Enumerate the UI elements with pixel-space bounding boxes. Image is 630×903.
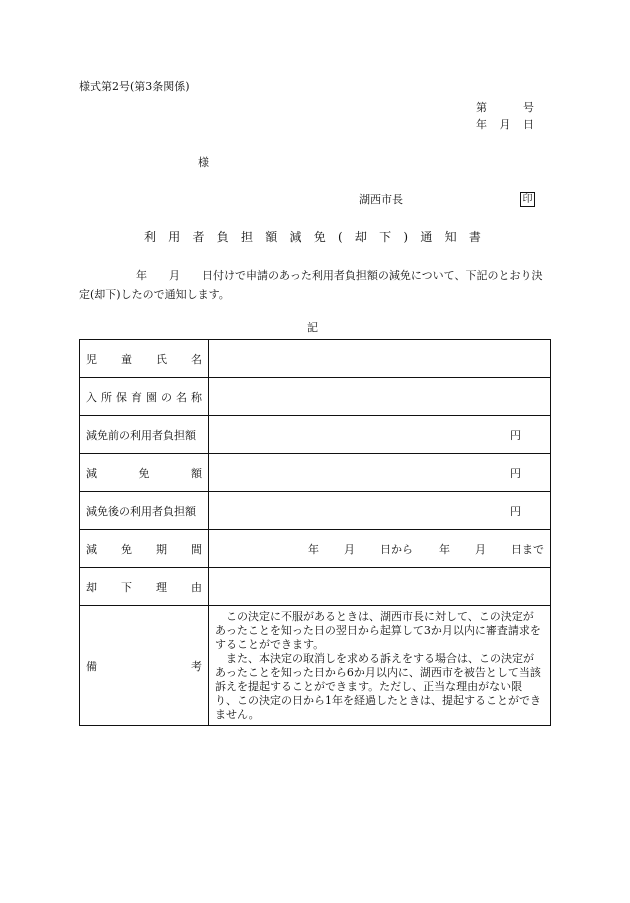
label-char: 備 <box>86 659 97 673</box>
yen-unit: 円 <box>510 428 521 442</box>
table-row-period <box>80 530 551 568</box>
after-amount-field[interactable] <box>209 492 551 530</box>
label-nursery-name <box>80 378 209 416</box>
label-char: 名 <box>191 352 202 366</box>
yen-unit: 円 <box>510 504 521 518</box>
label-char: 称 <box>191 390 202 404</box>
addressee-suffix: 様 <box>198 156 209 169</box>
label-period <box>80 530 209 568</box>
title-char: 者 <box>192 230 205 244</box>
form-number: 様式第2号(第3条関係) <box>79 80 190 93</box>
title-char: 知 <box>444 230 457 244</box>
label-char: 所 <box>101 390 112 404</box>
label-char: 考 <box>191 659 202 673</box>
table-row-reduction <box>80 454 551 492</box>
label-char: 下 <box>121 580 132 594</box>
issuer-name: 湖西市長 <box>359 193 403 206</box>
title-char: 免 <box>313 230 326 244</box>
label-remarks <box>80 606 209 726</box>
label-char: 園 <box>146 390 157 404</box>
label-char: 却 <box>86 580 97 594</box>
title-char: 負 <box>216 230 229 244</box>
label-child-name <box>80 340 209 378</box>
label-char: の <box>161 390 172 404</box>
title-char: ) <box>403 230 409 244</box>
title-char: 額 <box>265 230 278 244</box>
table-row-rejection <box>80 568 551 606</box>
reduction-amount-field[interactable] <box>209 454 551 492</box>
label-char: 育 <box>131 390 142 404</box>
table-row-remarks <box>80 606 551 726</box>
label-char: 入 <box>86 390 97 404</box>
label-char: 間 <box>191 542 202 556</box>
issue-date-line <box>476 118 534 132</box>
label-char: 児 <box>86 352 97 366</box>
table-row-child-name <box>80 340 551 378</box>
remarks-content <box>209 606 551 726</box>
remarks-paragraph-appeal: この決定に不服があるときは、湖西市長に対して、この決定があったことを知った日の翌日から起算して3か月以内に審査請求をすることができます。 <box>215 609 541 651</box>
ki-heading: 記 <box>307 321 318 334</box>
title-char: 通 <box>420 230 433 244</box>
doc-number-suffix: 号 <box>523 101 534 114</box>
document-title <box>144 230 481 244</box>
doc-number-prefix: 第 <box>476 101 487 114</box>
remarks-paragraph-lawsuit: また、本決定の取消しを求める訴えをする場合は、この決定があったことを知った日から6か月以内に、湖西市を被告として当該訴えを提起することができます。ただし、正当な理由がない限り、この決定の日から1年を経過したときは、提起することができません。 <box>215 651 541 721</box>
label-char: 減 <box>86 466 97 480</box>
label-reduction <box>80 454 209 492</box>
period-start-day: 日から <box>380 542 413 556</box>
before-amount-field[interactable] <box>209 416 551 454</box>
title-char: 利 <box>144 230 157 244</box>
table-row-before-amount <box>80 416 551 454</box>
table-row-after-amount <box>80 492 551 530</box>
label-char: 理 <box>156 580 167 594</box>
yen-unit: 円 <box>510 466 521 480</box>
period-end-year: 年 <box>439 542 450 556</box>
label-before-amount: 減免前の利用者負担額 <box>80 416 209 454</box>
label-char: 減 <box>86 542 97 556</box>
title-char: 下 <box>379 230 392 244</box>
label-char: 期 <box>156 542 167 556</box>
label-rejection-reason <box>80 568 209 606</box>
official-seal-box: 印 <box>520 192 535 207</box>
title-char: 却 <box>354 230 367 244</box>
period-field[interactable] <box>209 530 551 568</box>
title-char: 担 <box>241 230 254 244</box>
date-day: 日 <box>523 118 534 131</box>
period-end-month: 月 <box>475 542 486 556</box>
intro-paragraph: 年 月 日付けで申請のあった利用者負担額の減免について、下記のとおり決定(却下)したので通知します。 <box>79 269 543 301</box>
label-char: 由 <box>191 580 202 594</box>
title-char: 書 <box>468 230 481 244</box>
label-char: 免 <box>121 542 132 556</box>
table-row-nursery <box>80 378 551 416</box>
period-start-year: 年 <box>308 542 319 556</box>
label-after-amount: 減免後の利用者負担額 <box>80 492 209 530</box>
title-char: 減 <box>289 230 302 244</box>
label-char: 名 <box>176 390 187 404</box>
label-char: 免 <box>138 466 150 480</box>
label-char: 保 <box>116 390 127 404</box>
period-start-month: 月 <box>344 542 355 556</box>
nursery-name-field[interactable] <box>209 378 551 416</box>
date-month: 月 <box>499 118 511 131</box>
date-year: 年 <box>476 118 487 131</box>
label-char: 童 <box>121 352 132 366</box>
title-char: 用 <box>168 230 181 244</box>
period-end-day: 日まで <box>511 542 544 556</box>
rejection-reason-field[interactable] <box>209 568 551 606</box>
title-char: ( <box>338 230 343 244</box>
child-name-field[interactable] <box>209 340 551 378</box>
notice-table <box>79 339 551 726</box>
label-char: 氏 <box>156 352 167 366</box>
document-number-line <box>476 101 534 115</box>
label-char: 額 <box>191 466 202 480</box>
